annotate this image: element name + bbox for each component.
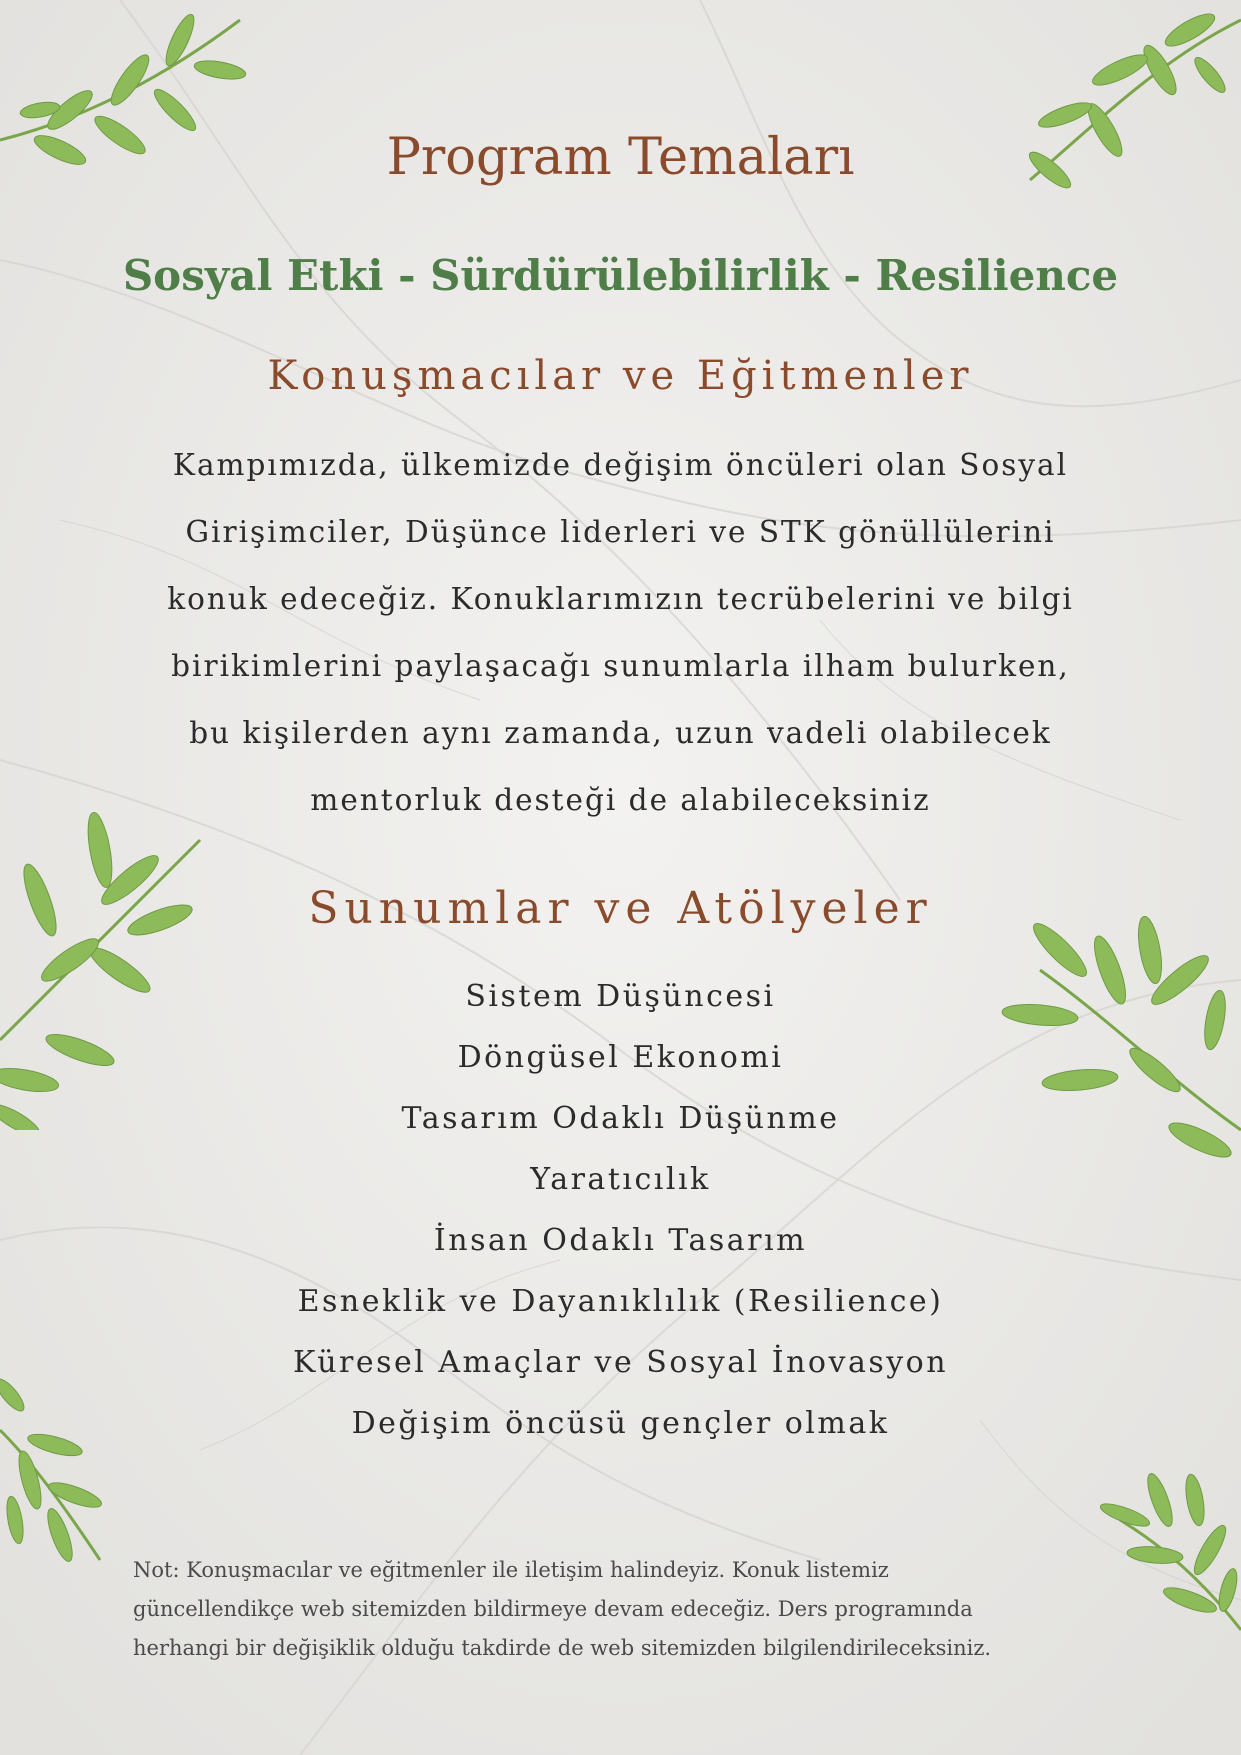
speakers-paragraph (150, 432, 1091, 834)
paragraph-line: Kampımızda, ülkemizde değişim öncüleri olan Sosyal (172, 448, 1069, 482)
list-item: İnsan Odaklı Tasarım (433, 1223, 808, 1258)
footnote-line: herhangi bir değişiklik olduğu takdirde de web sitemizden bilgilendirileceksiniz. (133, 1636, 992, 1660)
list-item: Yaratıcılık (530, 1162, 711, 1197)
list-item: Döngüsel Ekonomi (457, 1040, 784, 1075)
speakers-heading: Konuşmacılar ve Eğitmenler (267, 353, 974, 399)
paragraph-line: mentorluk desteği de alabileceksiniz (310, 783, 931, 817)
topics-list (0, 966, 1241, 1454)
footnote-line: güncellendikçe web sitemizden bildirmeye devam edeceğiz. Ders programında (133, 1597, 973, 1621)
paragraph-line: birikimlerini paylaşacağı sunumlarla ilham bulurken, (171, 649, 1070, 683)
list-item: Değişim öncüsü gençler olmak (351, 1406, 890, 1441)
list-item: Tasarım Odaklı Düşünme (401, 1101, 840, 1136)
paragraph-line: bu kişilerden aynı zamanda, uzun vadeli olabilecek (189, 716, 1052, 750)
list-item: Küresel Amaçlar ve Sosyal İnovasyon (292, 1345, 949, 1380)
workshops-heading: Sunumlar ve Atölyeler (308, 883, 933, 934)
footnote-line: Not: Konuşmacılar ve eğitmenler ile iletişim halindeyiz. Konuk listemiz (133, 1558, 889, 1582)
page-subtitle: Sosyal Etki - Sürdürülebilirlik - Resilience (122, 251, 1119, 300)
paragraph-line: konuk edeceğiz. Konuklarımızın tecrübelerini ve bilgi (167, 582, 1074, 616)
list-item: Esneklik ve Dayanıklılık (Resilience) (297, 1284, 944, 1319)
footnote (133, 1551, 1113, 1668)
list-item: Sistem Düşüncesi (465, 979, 776, 1014)
page-title: Program Temaları (386, 128, 855, 187)
paragraph-line: Girişimciler, Düşünce liderleri ve STK gönüllülerini (185, 515, 1056, 549)
